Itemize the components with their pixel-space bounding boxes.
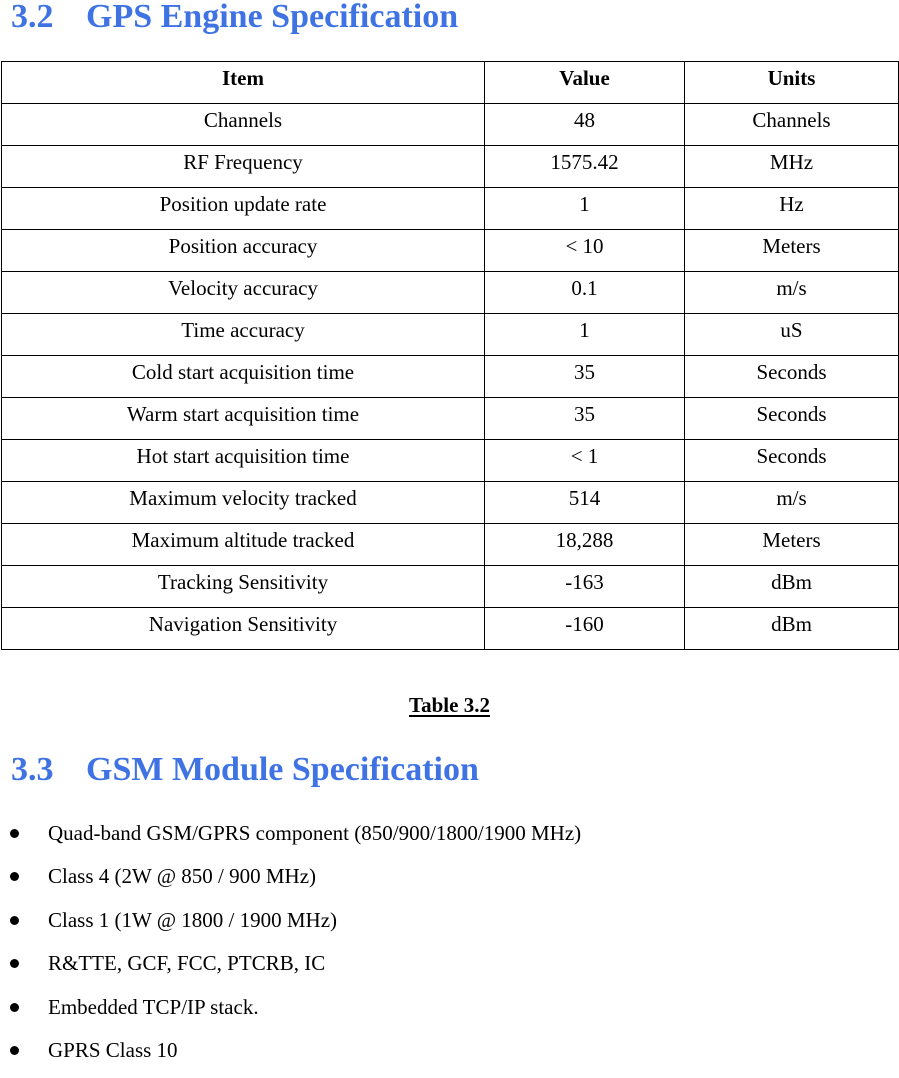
list-item-text: GPRS Class 10 xyxy=(48,1037,178,1062)
cell-units: m/s xyxy=(685,272,899,314)
table-row xyxy=(2,608,899,650)
cell-item: Tracking Sensitivity xyxy=(2,566,485,608)
cell-units: dBm xyxy=(685,608,899,650)
cell-item: Position update rate xyxy=(2,188,485,230)
section-number: 3.2 xyxy=(11,0,54,35)
cell-value: -163 xyxy=(485,566,685,608)
table-header-row xyxy=(2,62,899,104)
gsm-feature-list xyxy=(0,818,581,1078)
section-heading-gsm xyxy=(11,753,479,787)
table-row xyxy=(2,272,899,314)
cell-item: Hot start acquisition time xyxy=(2,440,485,482)
cell-units: Seconds xyxy=(685,440,899,482)
list-item xyxy=(0,948,581,991)
cell-units: Hz xyxy=(685,188,899,230)
table-caption xyxy=(0,692,899,718)
cell-units: uS xyxy=(685,314,899,356)
list-item xyxy=(0,1035,581,1078)
list-item xyxy=(0,818,581,861)
table-row xyxy=(2,314,899,356)
list-item xyxy=(0,905,581,948)
table-caption-text: Table 3.2 xyxy=(409,693,490,717)
section-number: 3.3 xyxy=(11,751,54,788)
cell-value: < 10 xyxy=(485,230,685,272)
cell-value: 18,288 xyxy=(485,524,685,566)
cell-value: -160 xyxy=(485,608,685,650)
list-item-text: Embedded TCP/IP stack. xyxy=(48,994,259,1019)
cell-value: 1 xyxy=(485,188,685,230)
table-row xyxy=(2,188,899,230)
list-item xyxy=(0,861,581,904)
list-item-text: R&TTE, GCF, FCC, PTCRB, IC xyxy=(48,951,326,976)
cell-units: Meters xyxy=(685,524,899,566)
list-item-text: Quad-band GSM/GPRS component (850/900/1800/1900 MHz) xyxy=(48,821,582,845)
bullet-icon xyxy=(10,1046,19,1055)
table-row xyxy=(2,398,899,440)
cell-units: m/s xyxy=(685,482,899,524)
bullet-icon xyxy=(10,829,19,838)
bullet-icon xyxy=(10,916,19,925)
bullet-icon xyxy=(10,959,19,968)
column-header-units: Units xyxy=(685,62,899,104)
list-item-text: Class 1 (1W @ 1800 / 1900 MHz) xyxy=(48,907,338,932)
bullet-icon xyxy=(10,872,19,881)
cell-value: 0.1 xyxy=(485,272,685,314)
section-title: GPS Engine Specification xyxy=(86,0,459,35)
cell-value: 35 xyxy=(485,356,685,398)
cell-item: Maximum altitude tracked xyxy=(2,524,485,566)
cell-item: Channels xyxy=(2,104,485,146)
cell-value: 35 xyxy=(485,398,685,440)
cell-item: RF Frequency xyxy=(2,146,485,188)
cell-value: 1 xyxy=(485,314,685,356)
cell-item: Position accuracy xyxy=(2,230,485,272)
column-header-item: Item xyxy=(2,62,485,104)
bullet-icon xyxy=(10,1003,19,1012)
cell-item: Time accuracy xyxy=(2,314,485,356)
table-row xyxy=(2,566,899,608)
cell-units: MHz xyxy=(685,146,899,188)
table-row xyxy=(2,482,899,524)
table-row xyxy=(2,524,899,566)
cell-units: Meters xyxy=(685,230,899,272)
list-item xyxy=(0,992,581,1035)
cell-value: 514 xyxy=(485,482,685,524)
list-item-text: Class 4 (2W @ 850 / 900 MHz) xyxy=(48,864,317,889)
cell-value: 48 xyxy=(485,104,685,146)
table-row xyxy=(2,440,899,482)
cell-value: 1575.42 xyxy=(485,146,685,188)
table-row xyxy=(2,104,899,146)
cell-item: Velocity accuracy xyxy=(2,272,485,314)
cell-units: Channels xyxy=(685,104,899,146)
cell-units: Seconds xyxy=(685,356,899,398)
section-heading-gps xyxy=(11,0,458,34)
section-title: GSM Module Specification xyxy=(86,751,479,788)
table-row xyxy=(2,146,899,188)
table-row xyxy=(2,356,899,398)
cell-item: Maximum velocity tracked xyxy=(2,482,485,524)
cell-item: Navigation Sensitivity xyxy=(2,608,485,650)
table-row xyxy=(2,230,899,272)
cell-units: Seconds xyxy=(685,398,899,440)
cell-item: Warm start acquisition time xyxy=(2,398,485,440)
cell-item: Cold start acquisition time xyxy=(2,356,485,398)
cell-units: dBm xyxy=(685,566,899,608)
column-header-value: Value xyxy=(485,62,685,104)
gps-spec-table xyxy=(1,61,899,650)
cell-value: < 1 xyxy=(485,440,685,482)
